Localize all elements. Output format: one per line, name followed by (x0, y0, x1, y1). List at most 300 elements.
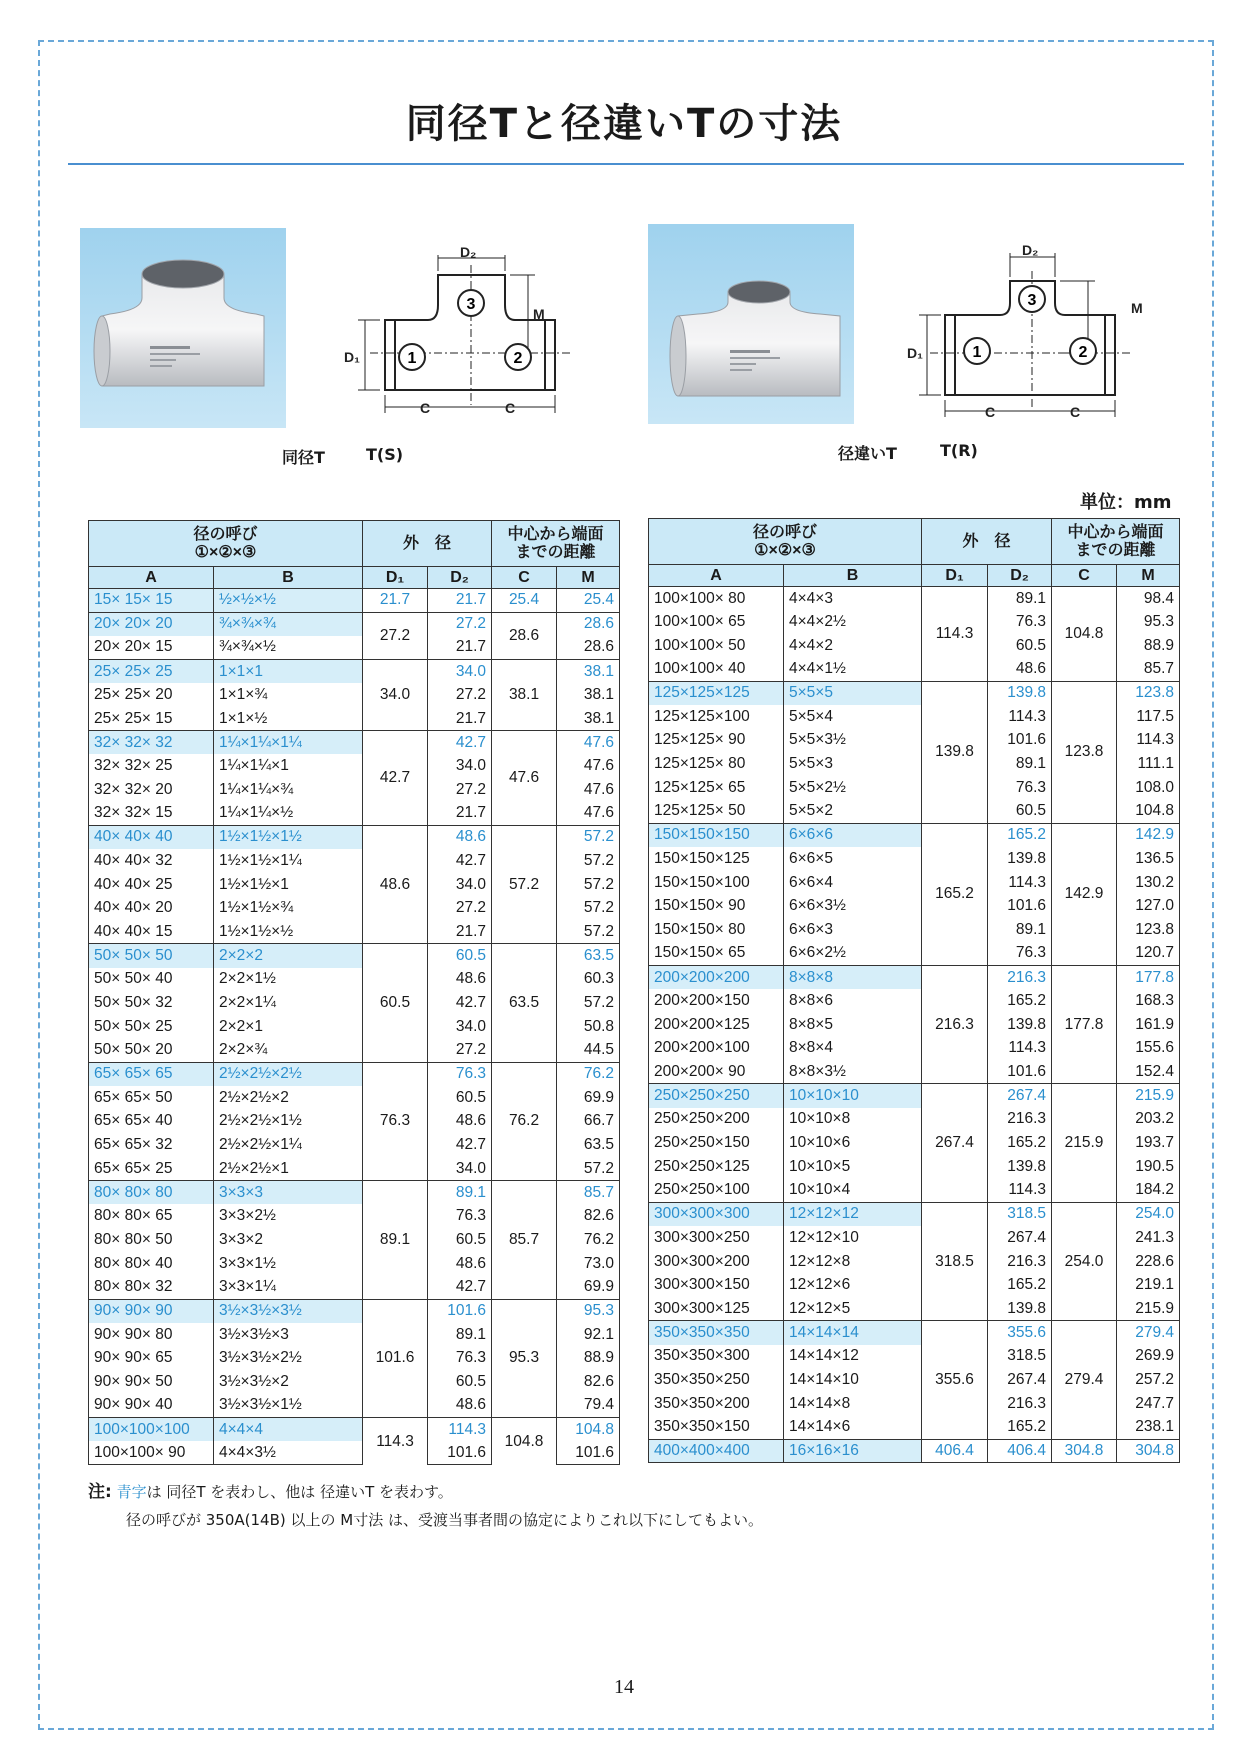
cell-size-b: 3½×3½×3½ (214, 1299, 363, 1323)
cell-size-a: 150×150×100 (649, 871, 784, 895)
cell-m: 241.3 (1117, 1226, 1180, 1250)
diagram-label-d2: D₂ (460, 244, 477, 260)
cell-d1: 406.4 (922, 1439, 988, 1463)
cell-m: 136.5 (1117, 847, 1180, 871)
cell-d2: 34.0 (428, 754, 492, 778)
cell-c: 279.4 (1052, 1321, 1117, 1439)
cell-m: 104.8 (1117, 800, 1180, 824)
cell-d1: 318.5 (922, 1202, 988, 1320)
title-rule (68, 163, 1184, 165)
cell-size-a: 200×200×100 (649, 1037, 784, 1061)
cell-c: 104.8 (492, 1418, 557, 1465)
page-title: 同径Tと径違いTの寸法 (405, 101, 843, 147)
header-outer-diameter: 外 径 (922, 519, 1052, 565)
cell-size-b: 10×10×4 (784, 1179, 922, 1203)
reducing-tee-dimension-table (648, 518, 1180, 1463)
cell-size-b: 3½×3½×2 (214, 1370, 363, 1394)
cell-d2: 139.8 (988, 1297, 1052, 1321)
cell-d1: 76.3 (363, 1062, 428, 1180)
cell-size-b: 1×1×½ (214, 707, 363, 731)
reducing-tee-photo (648, 224, 854, 424)
cell-d2: 165.2 (988, 1131, 1052, 1155)
cell-d2: 48.6 (428, 968, 492, 992)
diagram-label-d1: D₁ (344, 349, 360, 365)
note-label: 注: (88, 1482, 112, 1502)
diagram-label-3: 3 (1027, 292, 1037, 309)
cell-size-b: 12×12×8 (784, 1250, 922, 1274)
cell-d2: 139.8 (988, 681, 1052, 705)
cell-size-a: 90× 90× 65 (89, 1347, 214, 1371)
cell-size-b: 1½×1½×1¼ (214, 849, 363, 873)
cell-size-b: 4×4×1½ (784, 658, 922, 682)
cell-size-b: 12×12×6 (784, 1273, 922, 1297)
cell-size-b: 2×2×1¼ (214, 991, 363, 1015)
cell-d2: 101.6 (988, 729, 1052, 753)
diagram-label-1: 1 (407, 350, 417, 367)
cell-d1: 89.1 (363, 1181, 428, 1299)
cell-m: 57.2 (557, 991, 620, 1015)
cell-size-a: 90× 90× 50 (89, 1370, 214, 1394)
cell-size-b: 2½×2½×2 (214, 1086, 363, 1110)
cell-size-a: 300×300×250 (649, 1226, 784, 1250)
cell-m: 161.9 (1117, 1013, 1180, 1037)
cell-m: 95.3 (1117, 610, 1180, 634)
header-dist-line1: 中心から端面 (1067, 523, 1164, 541)
cell-size-b: 1¼×1¼×¾ (214, 778, 363, 802)
cell-size-b: 14×14×14 (784, 1321, 922, 1345)
cell-m: 101.6 (557, 1441, 620, 1465)
cell-size-a: 100×100×100 (89, 1418, 214, 1442)
cell-size-a: 40× 40× 25 (89, 873, 214, 897)
table-row (649, 823, 1180, 847)
cell-m: 117.5 (1117, 705, 1180, 729)
cell-d2: 27.2 (428, 612, 492, 636)
cell-size-b: 4×4×2 (784, 634, 922, 658)
cell-d2: 267.4 (988, 1368, 1052, 1392)
cell-d2: 101.6 (988, 894, 1052, 918)
cell-c: 38.1 (492, 660, 557, 731)
cell-size-b: 6×6×2½ (784, 942, 922, 966)
cell-d1: 60.5 (363, 944, 428, 1062)
cell-m: 44.5 (557, 1039, 620, 1063)
cell-size-a: 150×150×125 (649, 847, 784, 871)
cell-c: 76.2 (492, 1062, 557, 1180)
reducing-tee-photo-image (648, 224, 854, 424)
cell-d2: 42.7 (428, 1275, 492, 1299)
cell-m: 304.8 (1117, 1439, 1180, 1463)
cell-size-b: 5×5×2 (784, 800, 922, 824)
cell-size-b: 10×10×5 (784, 1155, 922, 1179)
cell-size-a: 250×250×100 (649, 1179, 784, 1203)
cell-size-b: 1¼×1¼×½ (214, 802, 363, 826)
header-size (89, 521, 363, 567)
cell-d2: 165.2 (988, 823, 1052, 847)
cell-m: 76.2 (557, 1228, 620, 1252)
cell-d2: 165.2 (988, 989, 1052, 1013)
cell-c: 95.3 (492, 1299, 557, 1417)
equal-tee-dimension-table (88, 520, 620, 1465)
cell-m: 184.2 (1117, 1179, 1180, 1203)
cell-d2: 89.1 (988, 587, 1052, 611)
cell-d2: 76.3 (988, 610, 1052, 634)
cell-m: 57.2 (557, 920, 620, 944)
cell-size-a: 32× 32× 32 (89, 731, 214, 755)
table-row (89, 1299, 620, 1323)
cell-d1: 48.6 (363, 825, 428, 943)
header-size-line2: ①×②×③ (754, 541, 816, 559)
cell-d2: 48.6 (428, 1110, 492, 1134)
cell-d2: 60.5 (428, 1086, 492, 1110)
cell-d2: 48.6 (428, 1252, 492, 1276)
cell-d2: 76.3 (428, 1347, 492, 1371)
cell-c: 142.9 (1052, 823, 1117, 965)
header-size-line1: 径の呼び (193, 525, 258, 543)
cell-size-a: 80× 80× 40 (89, 1252, 214, 1276)
header-c: C (492, 567, 557, 589)
cell-size-b: 14×14×10 (784, 1368, 922, 1392)
reducing-tee-code: T(R) (940, 441, 978, 460)
cell-m: 28.6 (557, 612, 620, 636)
cell-size-a: 125×125×125 (649, 681, 784, 705)
equal-tee-diagram (340, 235, 585, 435)
cell-size-b: 3½×3½×3 (214, 1323, 363, 1347)
cell-size-a: 80× 80× 80 (89, 1181, 214, 1205)
cell-size-a: 350×350×200 (649, 1392, 784, 1416)
cell-size-b: 5×5×2½ (784, 776, 922, 800)
cell-m: 114.3 (1117, 729, 1180, 753)
cell-d2: 89.1 (428, 1323, 492, 1347)
cell-size-b: 12×12×5 (784, 1297, 922, 1321)
cell-size-a: 250×250×150 (649, 1131, 784, 1155)
cell-d2: 76.3 (428, 1062, 492, 1086)
cell-m: 38.1 (557, 683, 620, 707)
cell-size-b: 3×3×1¼ (214, 1275, 363, 1299)
cell-m: 203.2 (1117, 1108, 1180, 1132)
cell-size-a: 200×200× 90 (649, 1060, 784, 1084)
cell-d2: 216.3 (988, 1392, 1052, 1416)
cell-size-a: 65× 65× 50 (89, 1086, 214, 1110)
cell-m: 85.7 (557, 1181, 620, 1205)
cell-m: 57.2 (557, 849, 620, 873)
table-row (89, 731, 620, 755)
cell-size-a: 80× 80× 50 (89, 1228, 214, 1252)
cell-m: 219.1 (1117, 1273, 1180, 1297)
cell-c: 28.6 (492, 612, 557, 659)
cell-size-a: 200×200×150 (649, 989, 784, 1013)
cell-d2: 216.3 (988, 1108, 1052, 1132)
cell-size-b: 14×14×8 (784, 1392, 922, 1416)
cell-d2: 27.2 (428, 778, 492, 802)
cell-d2: 42.7 (428, 849, 492, 873)
cell-size-b: ¾×¾×½ (214, 636, 363, 660)
cell-m: 228.6 (1117, 1250, 1180, 1274)
cell-m: 98.4 (1117, 587, 1180, 611)
cell-d2: 34.0 (428, 873, 492, 897)
cell-d1: 139.8 (922, 681, 988, 823)
equal-tee-name: 同径T (282, 448, 325, 467)
cell-m: 155.6 (1117, 1037, 1180, 1061)
cell-size-b: 6×6×6 (784, 823, 922, 847)
diagram-label-d2: D₂ (1022, 242, 1039, 258)
cell-d2: 42.7 (428, 991, 492, 1015)
diagram-label-m: M (1131, 300, 1143, 316)
cell-d2: 60.5 (988, 800, 1052, 824)
cell-size-b: 5×5×4 (784, 705, 922, 729)
cell-c: 104.8 (1052, 587, 1117, 682)
cell-size-b: 10×10×6 (784, 1131, 922, 1155)
cell-size-a: 100×100× 65 (649, 610, 784, 634)
cell-size-a: 65× 65× 40 (89, 1110, 214, 1134)
cell-d2: 76.3 (988, 942, 1052, 966)
cell-d2: 27.2 (428, 683, 492, 707)
cell-size-b: 1¼×1¼×1¼ (214, 731, 363, 755)
cell-m: 47.6 (557, 754, 620, 778)
cell-size-a: 125×125× 50 (649, 800, 784, 824)
cell-size-a: 250×250×125 (649, 1155, 784, 1179)
cell-size-a: 80× 80× 32 (89, 1275, 214, 1299)
equal-tee-code: T(S) (366, 445, 404, 464)
cell-d2: 27.2 (428, 1039, 492, 1063)
cell-d2: 114.3 (988, 871, 1052, 895)
table-row (89, 612, 620, 636)
cell-m: 190.5 (1117, 1155, 1180, 1179)
cell-size-a: 250×250×200 (649, 1108, 784, 1132)
cell-d2: 406.4 (988, 1439, 1052, 1463)
cell-m: 269.9 (1117, 1345, 1180, 1369)
diagram-label-2: 2 (1078, 344, 1088, 361)
cell-size-a: 32× 32× 20 (89, 778, 214, 802)
diagram-label-3: 3 (466, 296, 476, 313)
cell-m: 69.9 (557, 1275, 620, 1299)
cell-size-a: 150×150×150 (649, 823, 784, 847)
cell-m: 38.1 (557, 660, 620, 684)
cell-d1: 216.3 (922, 966, 988, 1084)
cell-c: 85.7 (492, 1181, 557, 1299)
equal-tee-photo (80, 228, 286, 428)
cell-size-a: 100×100× 80 (649, 587, 784, 611)
cell-d2: 21.7 (428, 636, 492, 660)
cell-m: 142.9 (1117, 823, 1180, 847)
cell-d2: 48.6 (988, 658, 1052, 682)
cell-size-a: 200×200×200 (649, 966, 784, 990)
cell-size-b: 3½×3½×2½ (214, 1347, 363, 1371)
table-row (649, 1202, 1180, 1226)
cell-size-b: 5×5×5 (784, 681, 922, 705)
cell-d2: 101.6 (428, 1441, 492, 1465)
cell-m: 238.1 (1117, 1416, 1180, 1440)
cell-size-b: 8×8×4 (784, 1037, 922, 1061)
cell-m: 63.5 (557, 944, 620, 968)
cell-size-a: 100×100× 90 (89, 1441, 214, 1465)
cell-c: 57.2 (492, 825, 557, 943)
header-m: M (1117, 565, 1180, 587)
cell-size-a: 150×150× 65 (649, 942, 784, 966)
cell-d2: 89.1 (988, 752, 1052, 776)
header-size-line1: 径の呼び (753, 523, 818, 541)
cell-m: 88.9 (557, 1347, 620, 1371)
cell-size-a: 32× 32× 15 (89, 802, 214, 826)
cell-size-a: 125×125× 65 (649, 776, 784, 800)
cell-d2: 114.3 (988, 1037, 1052, 1061)
cell-d2: 60.5 (428, 1228, 492, 1252)
cell-size-a: 50× 50× 40 (89, 968, 214, 992)
cell-size-b: 2½×2½×1 (214, 1157, 363, 1181)
cell-size-a: 32× 32× 25 (89, 754, 214, 778)
cell-size-a: 80× 80× 65 (89, 1204, 214, 1228)
cell-size-a: 20× 20× 20 (89, 612, 214, 636)
cell-size-a: 100×100× 50 (649, 634, 784, 658)
cell-d1: 267.4 (922, 1084, 988, 1202)
header-center-distance (492, 521, 620, 567)
cell-d2: 48.6 (428, 825, 492, 849)
cell-d2: 60.5 (428, 1370, 492, 1394)
note (88, 1478, 763, 1534)
cell-d2: 139.8 (988, 847, 1052, 871)
cell-size-a: 90× 90× 80 (89, 1323, 214, 1347)
cell-d2: 42.7 (428, 1133, 492, 1157)
header-outer-diameter: 外 径 (363, 521, 492, 567)
table-row (89, 1418, 620, 1442)
cell-c: 254.0 (1052, 1202, 1117, 1320)
cell-d2: 101.6 (428, 1299, 492, 1323)
equal-tee-photo-image (80, 228, 286, 428)
cell-size-b: 2×2×1½ (214, 968, 363, 992)
cell-m: 63.5 (557, 1133, 620, 1157)
cell-m: 127.0 (1117, 894, 1180, 918)
cell-d2: 21.7 (428, 707, 492, 731)
note-blue-text: 青字 (116, 1483, 147, 1501)
cell-d2: 318.5 (988, 1345, 1052, 1369)
cell-size-a: 65× 65× 65 (89, 1062, 214, 1086)
cell-size-b: 2½×2½×2½ (214, 1062, 363, 1086)
cell-d2: 34.0 (428, 1157, 492, 1181)
cell-d2: 318.5 (988, 1202, 1052, 1226)
cell-size-b: 1¼×1¼×1 (214, 754, 363, 778)
header-size (649, 519, 922, 565)
cell-size-a: 90× 90× 40 (89, 1394, 214, 1418)
cell-size-a: 65× 65× 32 (89, 1133, 214, 1157)
cell-size-a: 20× 20× 15 (89, 636, 214, 660)
table-row (89, 944, 620, 968)
cell-m: 38.1 (557, 707, 620, 731)
cell-size-b: 1½×1½×½ (214, 920, 363, 944)
cell-d2: 114.3 (428, 1418, 492, 1442)
cell-size-b: 4×4×2½ (784, 610, 922, 634)
cell-c: 47.6 (492, 731, 557, 826)
cell-size-b: 16×16×16 (784, 1439, 922, 1463)
cell-size-b: ½×½×½ (214, 589, 363, 613)
cell-size-a: 90× 90× 90 (89, 1299, 214, 1323)
cell-m: 50.8 (557, 1015, 620, 1039)
cell-d2: 21.7 (428, 802, 492, 826)
table-row (89, 1181, 620, 1205)
cell-d2: 165.2 (988, 1416, 1052, 1440)
table-row (649, 1084, 1180, 1108)
header-d1: D₁ (922, 565, 988, 587)
cell-d2: 114.3 (988, 705, 1052, 729)
cell-m: 123.8 (1117, 681, 1180, 705)
cell-m: 79.4 (557, 1394, 620, 1418)
cell-d2: 42.7 (428, 731, 492, 755)
cell-m: 104.8 (557, 1418, 620, 1442)
reducing-tee-diagram (905, 235, 1150, 435)
cell-m: 247.7 (1117, 1392, 1180, 1416)
cell-size-b: 3×3×1½ (214, 1252, 363, 1276)
header-center-distance (1052, 519, 1180, 565)
cell-size-b: 5×5×3 (784, 752, 922, 776)
cell-m: 76.2 (557, 1062, 620, 1086)
diagram-label-c-right: C (505, 400, 516, 416)
cell-m: 25.4 (557, 589, 620, 613)
cell-d2: 34.0 (428, 660, 492, 684)
cell-size-a: 350×350×250 (649, 1368, 784, 1392)
cell-m: 193.7 (1117, 1131, 1180, 1155)
cell-m: 152.4 (1117, 1060, 1180, 1084)
cell-m: 47.6 (557, 778, 620, 802)
cell-size-b: 1×1×¾ (214, 683, 363, 707)
header-a: A (649, 565, 784, 587)
cell-m: 82.6 (557, 1204, 620, 1228)
cell-size-a: 300×300×300 (649, 1202, 784, 1226)
cell-d1: 34.0 (363, 660, 428, 731)
cell-size-a: 350×350×150 (649, 1416, 784, 1440)
cell-m: 168.3 (1117, 989, 1180, 1013)
header-b: B (784, 565, 922, 587)
header-dist-line2: までの距離 (1075, 541, 1156, 559)
cell-size-a: 300×300×200 (649, 1250, 784, 1274)
cell-d1: 114.3 (922, 587, 988, 682)
cell-size-b: 1½×1½×1½ (214, 825, 363, 849)
cell-size-b: 8×8×6 (784, 989, 922, 1013)
cell-size-b: 14×14×12 (784, 1345, 922, 1369)
cell-size-b: 4×4×4 (214, 1418, 363, 1442)
cell-m: 177.8 (1117, 966, 1180, 990)
cell-d1: 355.6 (922, 1321, 988, 1439)
cell-m: 28.6 (557, 636, 620, 660)
unit-label: 単位：mm (1080, 492, 1172, 513)
cell-size-a: 250×250×250 (649, 1084, 784, 1108)
cell-d2: 114.3 (988, 1179, 1052, 1203)
cell-size-a: 50× 50× 32 (89, 991, 214, 1015)
cell-size-b: 10×10×8 (784, 1108, 922, 1132)
cell-size-b: 8×8×3½ (784, 1060, 922, 1084)
table-row (89, 660, 620, 684)
cell-d2: 355.6 (988, 1321, 1052, 1345)
cell-m: 47.6 (557, 731, 620, 755)
cell-size-b: 3½×3½×1½ (214, 1394, 363, 1418)
cell-m: 57.2 (557, 1157, 620, 1181)
cell-d2: 60.5 (428, 944, 492, 968)
cell-size-b: 2½×2½×1½ (214, 1110, 363, 1134)
cell-d2: 21.7 (428, 920, 492, 944)
cell-m: 95.3 (557, 1299, 620, 1323)
cell-size-a: 350×350×300 (649, 1345, 784, 1369)
cell-d2: 216.3 (988, 1250, 1052, 1274)
cell-m: 215.9 (1117, 1084, 1180, 1108)
cell-size-b: 10×10×10 (784, 1084, 922, 1108)
cell-size-a: 150×150× 80 (649, 918, 784, 942)
cell-c: 25.4 (492, 589, 557, 613)
cell-size-b: 6×6×4 (784, 871, 922, 895)
cell-size-a: 200×200×125 (649, 1013, 784, 1037)
cell-c: 215.9 (1052, 1084, 1117, 1202)
cell-size-b: 3×3×2½ (214, 1204, 363, 1228)
cell-size-a: 100×100× 40 (649, 658, 784, 682)
cell-size-b: 6×6×3½ (784, 894, 922, 918)
cell-size-a: 125×125× 80 (649, 752, 784, 776)
cell-m: 130.2 (1117, 871, 1180, 895)
header-d1: D₁ (363, 567, 428, 589)
